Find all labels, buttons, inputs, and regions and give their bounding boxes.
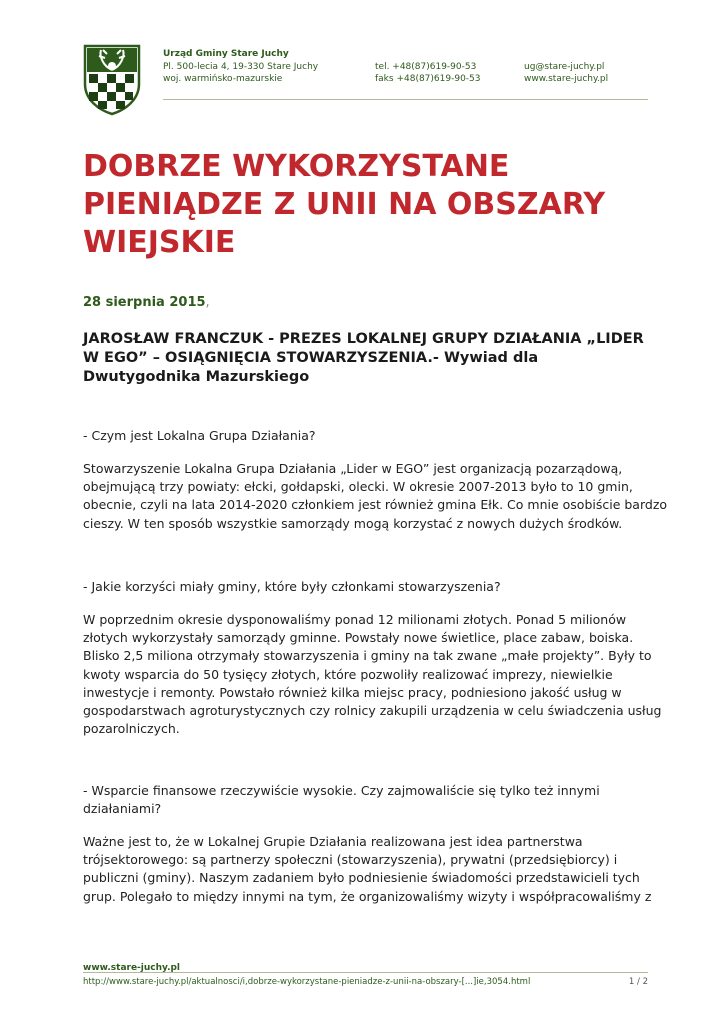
lead-line: JAROSŁAW FRANCZUK - PREZES LOKALNEJ GRUPY DZIAŁANIA „LIDER xyxy=(83,331,644,347)
org-address: Pl. 500-lecia 4, 19-330 Stare Juchy xyxy=(163,61,319,72)
text-line: złotych wykorzystały samorządy gminne. Powstały nowe świetlice, place zabaw, boiska. xyxy=(83,630,634,646)
question-paragraph xyxy=(83,427,653,445)
footer-site-link[interactable]: www.stare-juchy.pl xyxy=(83,963,181,973)
org-www-link[interactable]: www.stare-juchy.pl xyxy=(524,74,609,84)
coat-of-arms-icon xyxy=(83,44,141,116)
text-line: inwestycje i remonty. Powstało również kilka miejsc pracy, podniesiono jakość usług w xyxy=(83,684,622,700)
question-paragraph xyxy=(83,782,653,818)
text-line: obecnie, czyli na lata 2014-2020 członkiem jest również gmina Ełk. Co mnie osobiście bardzo xyxy=(83,497,668,513)
title-line: PIENIĄDZE Z UNII NA OBSZARY xyxy=(83,187,606,222)
text-line: Ważne jest to, że w Lokalnej Grupie Działania realizowana jest idea partnerstwa xyxy=(83,834,583,849)
text-line: gospodarstwach agroturystycznych czy rolnicy zakupili urządzenia w celu świadczenia usług xyxy=(83,703,662,719)
title-line: WIEJSKIE xyxy=(83,225,236,260)
text-line: kwoty wsparcia do 50 tysięcy złotych, które pozwoliły realizować imprezy, niewielkie xyxy=(83,666,613,682)
text-line: obejmującą trzy powiaty: ełcki, gołdapski, olecki. W okresie 2007-2013 było to 10 gmin, xyxy=(83,479,633,495)
header-divider xyxy=(163,99,648,100)
text-line: działaniami? xyxy=(83,801,162,817)
answer-paragraph xyxy=(83,833,653,906)
page-number: 1 / 2 xyxy=(628,977,648,987)
text-line: cieszy. W ten sposób wszystkie samorządy mogą korzystać z nowych dużych środków. xyxy=(83,515,623,531)
footer-divider xyxy=(83,972,648,973)
header-contact-block xyxy=(524,61,608,86)
org-tel: tel. +48(87)619-90-53 xyxy=(375,61,477,72)
org-email-link[interactable]: ug@stare-juchy.pl xyxy=(524,61,605,72)
text-line: trójsektorowego: są partnerzy społeczni (stowarzyszenia), prywatni (przedsiębiorcy) i xyxy=(83,852,618,868)
title-line: DOBRZE WYKORZYSTANE xyxy=(83,149,510,184)
header-phone-block xyxy=(375,61,481,86)
text-line: Stowarzyszenie Lokalna Grupa Działania „Lider w EGO” jest organizacją pozarządową, xyxy=(83,461,623,476)
org-fax: faks +48(87)619-90-53 xyxy=(375,74,481,84)
text-line: Blisko 2,5 miliona otrzymały stowarzyszenia i gminy na tak zwane „małe projekty”. Były to xyxy=(83,648,652,664)
text-line: publiczni (gminy). Naszym zadaniem było podniesienie świadomości przedstawicieli tych xyxy=(83,870,640,886)
org-region: woj. warmińsko-mazurskie xyxy=(163,74,283,84)
article-date xyxy=(83,295,210,310)
date-text: 28 sierpnia 2015 xyxy=(83,295,206,310)
answer-paragraph xyxy=(83,460,668,533)
lead-line: W EGO” – OSIĄGNIĘCIA STOWARZYSZENIA.- Wywiad dla xyxy=(83,350,539,366)
org-name: Urząd Gminy Stare Juchy xyxy=(163,49,289,59)
header-address-block xyxy=(163,48,318,86)
question-paragraph xyxy=(83,578,653,596)
footer-page-url[interactable]: http://www.stare-juchy.pl/aktualnosci/i,dobrze-wykorzystane-pieniadze-z-unii-na-obszary-[...]ie,3054.html xyxy=(83,977,531,987)
text-line: W poprzednim okresie dysponowaliśmy ponad 12 milionami złotych. Ponad 5 milionów xyxy=(83,612,627,627)
article-title xyxy=(83,148,643,262)
text-line: grup. Polegało to między innymi na tym, że organizowaliśmy wizyty i współpracowaliśmy z xyxy=(83,888,652,904)
text-line: - Jakie korzyści miały gminy, które były członkami stowarzyszenia? xyxy=(83,579,501,594)
article-lead xyxy=(83,330,648,387)
date-suffix: , xyxy=(205,295,210,310)
text-line: - Czym jest Lokalna Grupa Działania? xyxy=(83,428,316,443)
lead-line: Dwutygodnika Mazurskiego xyxy=(83,369,310,385)
text-line: - Wsparcie finansowe rzeczywiście wysokie. Czy zajmowaliście się tylko też innymi xyxy=(83,783,600,798)
text-line: pozarolniczych. xyxy=(83,721,180,737)
answer-paragraph xyxy=(83,611,662,738)
